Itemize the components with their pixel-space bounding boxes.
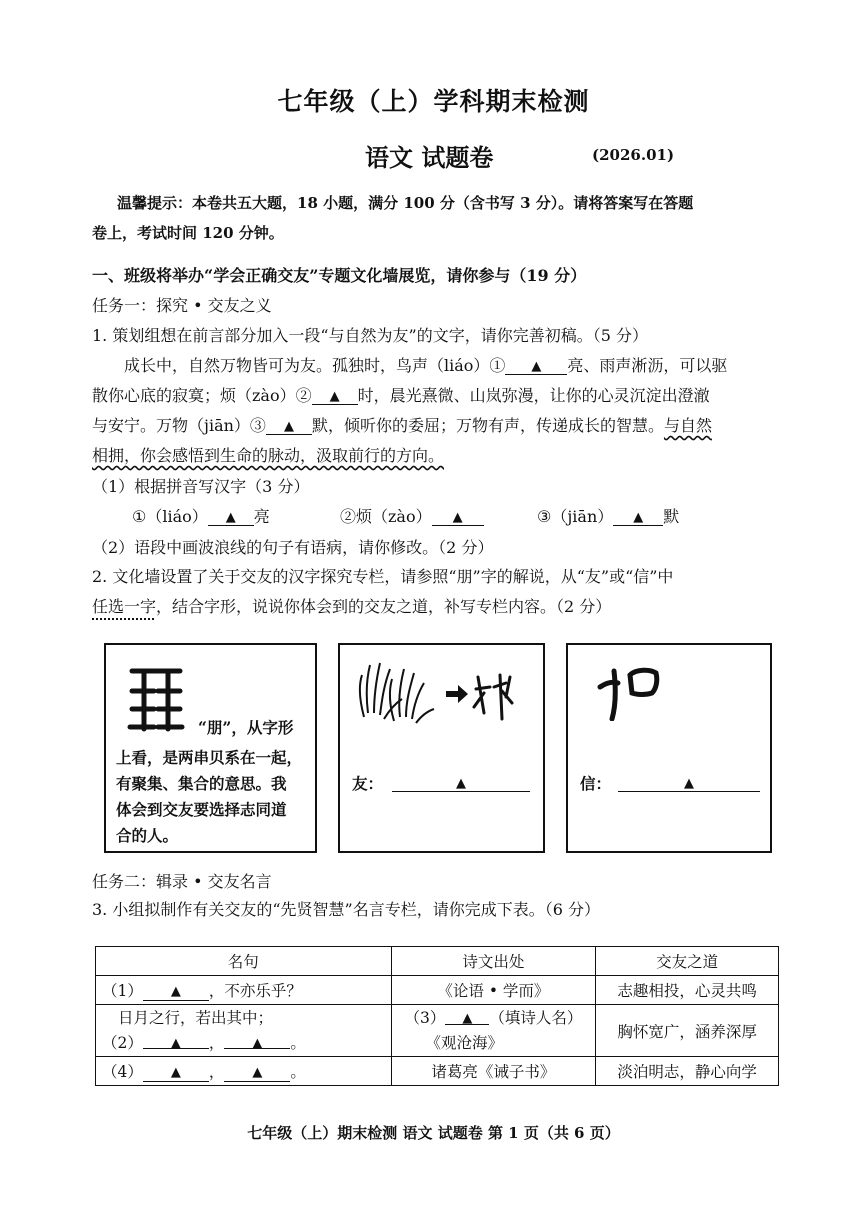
answer-blank[interactable]: ▲ <box>224 1030 290 1049</box>
you-character-box <box>338 643 545 853</box>
passage-line-3: 与安宁。万物（jiān）③ ▲ 默，倾听你的委屈；万物有声，传递成长的智慧。与自然 <box>92 416 712 435</box>
peng-text-2: 上看，是两串贝系在一起， <box>116 748 303 767</box>
xin-answer-blank[interactable]: ▲ <box>618 773 760 792</box>
answer-blank[interactable]: ▲ <box>143 1030 209 1049</box>
table-cell: （1） ▲ ，不亦乐乎？ <box>96 976 392 1005</box>
peng-character-box <box>104 643 317 853</box>
table-cell: 《论语 • 学而》 <box>391 976 596 1005</box>
question-2-line-1: 2. 文化墙设置了关于交友的汉字探究专栏，请参照“朋”字的解说，从“友”或“信”中 <box>92 567 674 586</box>
hands-glyph-icon <box>354 657 534 727</box>
peng-ancient-glyph-icon <box>124 663 186 733</box>
answer-blank[interactable]: ▲ <box>432 507 484 526</box>
table-header-row <box>96 947 779 976</box>
question-1-1-c: ③（jiān） ▲ 默 <box>537 507 680 526</box>
table-cell: 日月之行，若出其中； （2） ▲ ， ▲ 。 <box>96 1005 392 1057</box>
answer-blank[interactable]: ▲ <box>266 416 312 435</box>
notice-line-1: 温馨提示：本卷共五大题，18 小题，满分 100 分（含书写 3 分）。请将答案写在答题 <box>117 194 694 212</box>
question-1-1-a: ①（liáo） ▲ 亮 <box>132 507 270 526</box>
you-label: 友： <box>352 774 384 793</box>
quotes-table <box>95 946 779 1086</box>
table-cell: （3） ▲ （填诗人名） 《观沧海》 <box>391 1005 596 1057</box>
table-row <box>96 1005 779 1057</box>
passage-line-1: 成长中，自然万物皆可为友。孤独时，鸟声（liáo）① ▲ 亮、雨声淅沥，可以驱 <box>124 356 728 375</box>
question-1: 1. 策划组想在前言部分加入一段“与自然为友”的文字，请你完善初稿。（5 分） <box>92 326 648 345</box>
wavy-sentence: 相拥，你会感悟到生命的脉动，汲取前行的方向。 <box>92 446 445 465</box>
table-cell: 志趣相投，心灵共鸣 <box>596 976 779 1005</box>
xin-ancient-glyph-icon <box>596 661 666 721</box>
table-row <box>96 976 779 1005</box>
answer-blank[interactable]: ▲ <box>224 1063 290 1082</box>
table-header: 交友之道 <box>596 947 779 976</box>
you-answer-blank[interactable]: ▲ <box>392 773 530 792</box>
table-cell: （4） ▲ ， ▲ 。 <box>96 1057 392 1086</box>
question-3: 3. 小组拟制作有关交友的“先贤智慧”名言专栏，请你完成下表。（6 分） <box>92 900 600 919</box>
peng-text-5: 合的人。 <box>116 826 179 845</box>
table-header: 诗文出处 <box>391 947 596 976</box>
passage-line-2: 散你心底的寂寞；烦（zào）② ▲ 时，晨光熹微、山岚弥漫，让你的心灵沉淀出澄澈 <box>92 386 710 405</box>
xin-label: 信： <box>580 774 612 793</box>
question-1-2: （2）语段中画波浪线的句子有语病，请你修改。（2 分） <box>92 538 494 557</box>
peng-text-4: 体会到交友要选择志同道 <box>116 800 287 819</box>
page-footer: 七年级（上）期末检测 语文 试题卷 第 1 页（共 6 页） <box>247 1124 620 1142</box>
notice-line-2: 卷上，考试时间 120 分钟。 <box>92 224 284 242</box>
section-1-heading: 一、班级将举办“学会正确交友”专题文化墙展览，请你参与（19 分） <box>92 266 587 285</box>
table-cell: 淡泊明志，静心向学 <box>596 1057 779 1086</box>
peng-text-1: “朋”，从字形 <box>198 718 294 737</box>
answer-blank[interactable]: ▲ <box>613 507 663 526</box>
answer-blank[interactable]: ▲ <box>445 1006 489 1025</box>
answer-blank[interactable]: ▲ <box>143 1063 209 1082</box>
passage-line-4 <box>92 443 444 466</box>
exam-title: 七年级（上）学科期末检测 <box>277 87 590 116</box>
answer-blank[interactable]: ▲ <box>312 386 358 405</box>
question-1-1: （1）根据拼音写汉字（3 分） <box>92 477 310 496</box>
answer-blank[interactable]: ▲ <box>143 982 209 1001</box>
table-cell: 胸怀宽广，涵养深厚 <box>596 1005 779 1057</box>
peng-text-3: 有聚集、集合的意思。我 <box>116 774 287 793</box>
table-header: 名句 <box>96 947 392 976</box>
exam-subtitle: 语文 试题卷 <box>365 143 494 172</box>
table-row <box>96 1057 779 1086</box>
answer-blank[interactable]: ▲ <box>505 356 567 375</box>
question-2-line-2: 任选一字，结合字形，说说你体会到的交友之道，补写专栏内容。（2 分） <box>92 597 612 616</box>
question-1-1-b: ②烦（zào） ▲ <box>340 504 484 527</box>
xin-character-box <box>566 643 772 853</box>
answer-blank[interactable]: ▲ <box>208 507 254 526</box>
table-cell: 诸葛亮《诫子书》 <box>391 1057 596 1086</box>
task-2-title: 任务二：辑录 • 交友名言 <box>92 872 272 891</box>
exam-date: (2026.01) <box>592 146 675 164</box>
task-1-title: 任务一：探究 • 交友之义 <box>92 296 272 315</box>
